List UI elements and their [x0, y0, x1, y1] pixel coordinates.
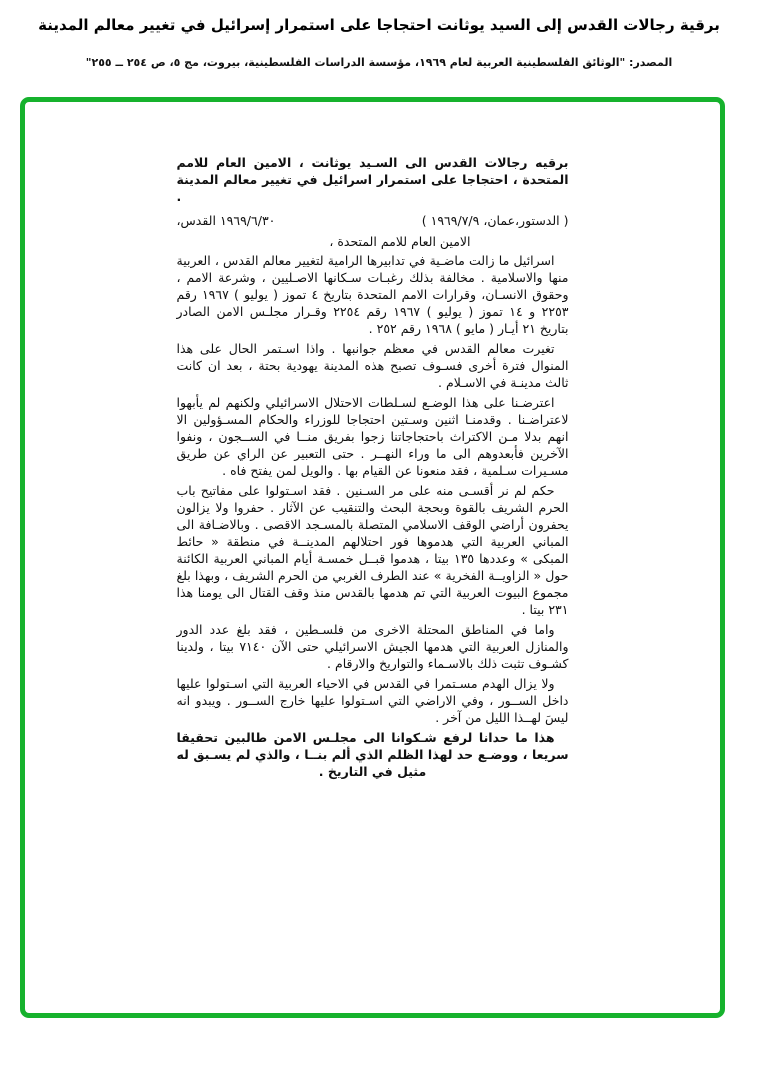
- closing-paragraph: هذا ما حدانا لرفع شـكوانا الى مجلـس الامن طالبين تحقيقا سريعا ، ووضـع حد لهذا الظلم الذي ألم بنــا ، والذي لم يسـبق له مثيل في التاريخ .: [176, 730, 569, 779]
- salutation-line: الامين العام للامم المتحدة ،: [329, 234, 471, 249]
- dateline-left: [177, 212, 276, 229]
- paragraph-israel-measures: اسرائيل ما زالت ماضـية في تدابيرها الرامية لتغيير معالم القدس ، العربية منها والاسلامية . مخالفة بذلك رغبـات سـكانها الاصـليين ، وشرعة الامم ، وحقوق الانسـان، وقرارات الامم المتحدة بتاريخ ٤ تموز ( يوليو ) ١٩٦٧ رقم ٢٢٥٣ و ١٤ تموز ( يوليو ) ١٩٦٧ رقم ٢٢٥٤ وقـرار مجلـس الامن الصادر بتاريخ ٢١ أيـار ( مايو ) ١٩٦٨ رقم ٢٥٢ .: [176, 253, 569, 336]
- dateline: [177, 212, 569, 229]
- telegram-text-column: [177, 154, 569, 780]
- source-citation: المصدر: "الوثائق الفلسطينية العربية لعام ١٩٦٩، مؤسسة الدراسات الفلسطينية، بيروت، مج ٥، ص ٢٥٤ ــ ٢٥٥": [85, 56, 673, 69]
- page-title: برقية رجالات القدس إلى السيد يوثانت احتجاجا على استمرار إسرائيل في تغيير معالم المدينة: [38, 16, 720, 34]
- dateline-date: ١٩٦٩/٦/٣٠: [219, 213, 276, 228]
- paragraph-demolitions-palestine: واما في المناطق المحتلة الاخرى من فلسـطين ، فقد بلغ عدد الدور والمنازل العربية التي هدمها الجيش الاسرائيلي حتى الآن ٧١٤٠ بيتا ، ولدينا كشـوف تثبت ذلك بالاسـماء والتواريخ والارقام .: [176, 622, 569, 671]
- telegram-heading: برقيه رجالات القدس الى السـيد يوثانت ، الامين العام للامم المتحدة ، احتجاجا على استمرار اسرائيل في تغيير معالم المدينة .: [176, 155, 569, 204]
- dateline-place: القدس،: [176, 213, 216, 228]
- paragraph-demolition-continues: ولا يزال الهدم مسـتمرا في القدس في الاحياء العربية التي اسـتولوا عليها داخل الســور ، وفي الاراضي التي اسـتولوا عليها خارج الســور . ويبدو انه ليسَ لهــذا الليل من آخر .: [176, 676, 569, 725]
- green-document-frame: [20, 97, 725, 1018]
- paragraph-protests: اعترضـنا على هذا الوضـع لسـلطات الاحتلال الاسرائيلي ولكنهم لم يأبهوا لاعتراضـنا . وقدمنـا اثنين وسـتين احتجاجا للوزراء والحكام المسـؤولين الا انهم بدلا مـن الاكتراث باحتجاجاتنا زجوا بفريق منــا في الســجون ، ونفوا الآخرين فأبعدوهم الى ما وراء النهــر . حتى التعبير عن الراي عن طريق مسـيرات سـلمية ، فقد منعونا عن القيام بها . والويل لمن يفتح فاه .: [176, 395, 569, 478]
- paragraph-city-changed: تغيرت معالم القدس في معظم جوانبها . واذا اسـتمر الحال على هذا المنوال فترة أخرى فسـوف تصبح هذه المدينة يهودية بحتة ، بعد ان كانت ثالث مدينـة في الاسـلام .: [176, 341, 569, 390]
- paragraph-demolitions-jerusalem: حكم لم نر أقسـى منه على مر السـنين . فقد اسـتولوا على مفاتيح باب الحرم الشريف بالقوة وبحجة البحث والتنقيب عن الآثار . حفروا ولا يزالون يحفرون أراضي الوقف الاسلامي المتصلة بالمسـجد الاقصى . وبالاضـافة الى المباني العربية التي هدموها فور احتلالهم المدينــة في منطقة « حائط المبكى » وعددها ١٣٥ بيتا ، هدموا قبــل خمسـة أيام المباني العربية الكائنة حول « الزاويــة الفخرية » عند الطرف الغربي من الحرم الشريف ، وبهذا بلغ مجموع البيوت العربية التي تم هدمها بالقدس منذ وقف القتال الى يومنا هذا ٢٣١ بيتا .: [176, 483, 569, 617]
- dateline-newspaper-ref: ( الدستور،عمان، ١٩٦٩/٧/٩ ): [421, 213, 569, 228]
